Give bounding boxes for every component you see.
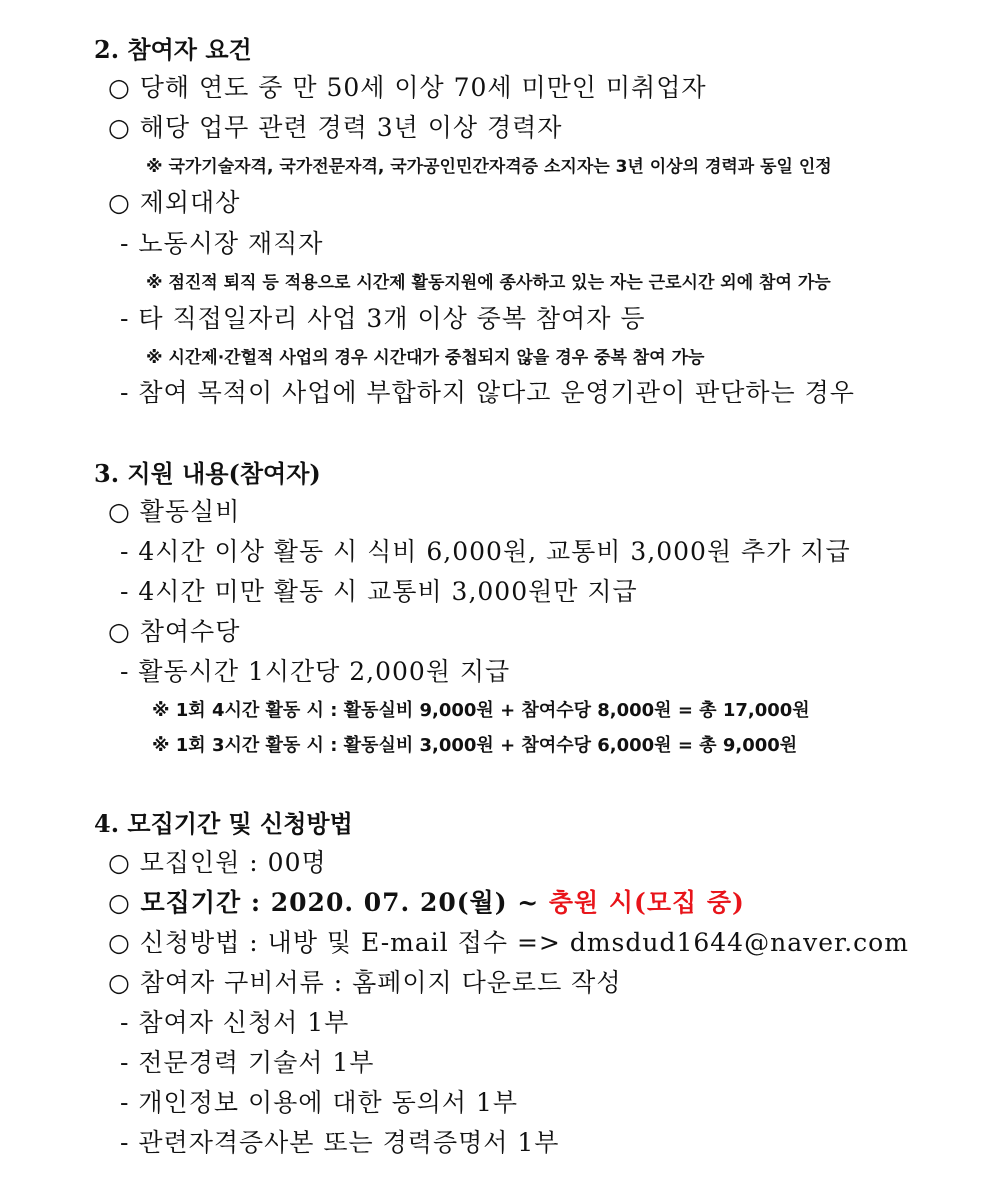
dash-employed: - 노동시장 재직자 [120, 229, 324, 258]
bullet-activity-expenses: ○ 활동실비 [108, 497, 241, 526]
dash-application-form: - 참여자 신청서 1부 [120, 1008, 350, 1037]
bullet-application-method: ○ 신청방법 : 내방 및 E-mail 접수 => dmsdud1644@naver.com [108, 928, 909, 957]
dash-under-4h: - 4시간 미만 활동 시 교통비 3,000원만 지급 [120, 577, 638, 606]
note-part-time: ※ 점진적 퇴직 등 적용으로 시간제 활동지원에 종사하고 있는 자는 근로시간 외에 참여 가능 [146, 273, 831, 293]
bullet-participation-allowance: ○ 참여수당 [108, 617, 241, 646]
bullet-exclusions: ○ 제외대상 [108, 188, 241, 217]
dash-career-statement: - 전문경력 기술서 1부 [120, 1048, 375, 1077]
dash-over-4h: - 4시간 이상 활동 시 식비 6,000원, 교통비 3,000원 추가 지급 [120, 537, 851, 566]
dash-hourly-rate: - 활동시간 1시간당 2,000원 지급 [120, 657, 511, 686]
section-2-heading: 2. 참여자 요건 [94, 35, 252, 64]
bullet-recruit-count: ○ 모집인원 : 00명 [108, 848, 327, 877]
section-3-heading: 3. 지원 내용(참여자) [94, 459, 321, 488]
note-overlap: ※ 시간제·간헐적 사업의 경우 시간대가 중첩되지 않을 경우 중복 참여 가능 [146, 348, 705, 368]
dash-privacy-consent: - 개인정보 이용에 대한 동의서 1부 [120, 1088, 519, 1117]
dash-certificate-copy: - 관련자격증사본 또는 경력증명서 1부 [120, 1128, 560, 1157]
section-4-heading: 4. 모집기간 및 신청방법 [94, 809, 353, 838]
bullet-age-requirement: ○ 당해 연도 중 만 50세 이상 70세 미만인 미취업자 [108, 73, 707, 102]
calc-3-hours: ※ 1회 3시간 활동 시 : 활동실비 3,000원 + 참여수당 6,000원 = 총 9,000원 [152, 735, 798, 756]
note-certification: ※ 국가기술자격, 국가전문자격, 국가공인민간자격증 소지자는 3년 이상의 경력과 동일 인정 [146, 157, 832, 177]
calc-4-hours: ※ 1회 4시간 활동 시 : 활동실비 9,000원 + 참여수당 8,000원 = 총 17,000원 [152, 700, 810, 721]
bullet-required-documents: ○ 참여자 구비서류 : 홈페이지 다운로드 작성 [108, 968, 622, 997]
bullet-recruit-period [108, 883, 745, 919]
recruit-period-text: ○ 모집기간 : 2020. 07. 20(월) ~ [108, 888, 549, 917]
recruit-status-highlight: 충원 시(모집 중) [548, 888, 745, 917]
bullet-experience-requirement: ○ 해당 업무 관련 경력 3년 이상 경력자 [108, 113, 563, 142]
dash-purpose-mismatch: - 참여 목적이 사업에 부합하지 않다고 운영기관이 판단하는 경우 [120, 378, 855, 407]
dash-duplicate-participation: - 타 직접일자리 사업 3개 이상 중복 참여자 등 [120, 304, 646, 333]
